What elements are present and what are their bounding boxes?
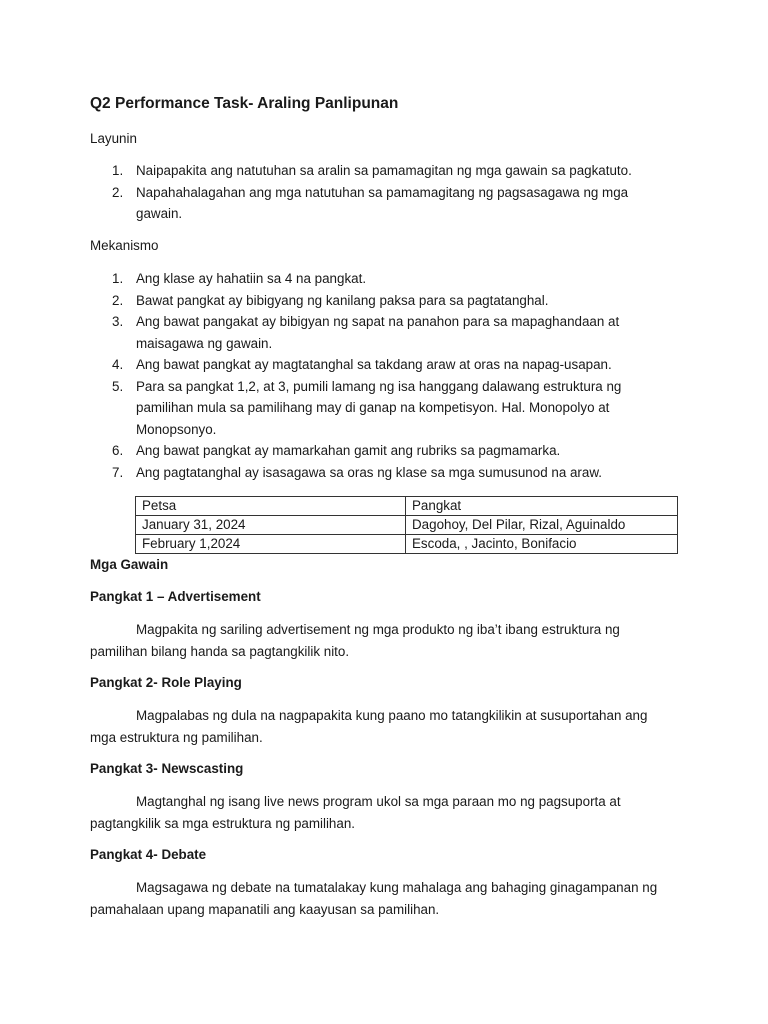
- pangkat-heading: Pangkat 1 – Advertisement: [90, 589, 261, 604]
- mekanismo-item: 2. Bawat pangkat ay bibigyang ng kanilang paksa para sa pagtatanghal.: [112, 292, 549, 308]
- table-cell: Dagohoy, Del Pilar, Rizal, Aguinaldo: [406, 516, 678, 535]
- mekanismo-label: Mekanismo: [90, 238, 159, 253]
- gawain-label: Mga Gawain: [90, 557, 169, 572]
- table-cell: Escoda, , Jacinto, Bonifacio: [406, 535, 678, 554]
- pangkat-description: Magpalabas ng dula na nagpapakita kung paano mo tatangkilikin at susuportahan ang mga estruktura ng pamilihan.: [90, 708, 648, 745]
- pangkat-description: Magsagawa ng debate na tumatalakay kung mahalaga ang bahaging ginagampanan ng pamahalaan upang mapanatili ang kaayusan sa pamilihan.: [90, 880, 658, 917]
- mekanismo-item: 7. Ang pagtatanghal ay isasagawa sa oras ng klase sa mga sumusunod na araw.: [112, 464, 602, 480]
- layunin-item: 2. Napahahalagahan ang mga natutuhan sa pamamagitang ng pagsasagawa ng mga gawain.: [112, 184, 629, 221]
- mekanismo-item: 1. Ang klase ay hahatiin sa 4 na pangkat.: [112, 271, 367, 286]
- pangkat-heading: Pangkat 3- Newscasting: [90, 761, 244, 776]
- pangkat-description: Magtanghal ng isang live news program ukol sa mga paraan mo ng pagsuporta at pagtangkilik sa mga estruktura ng pamilihan.: [90, 794, 621, 831]
- table-row: [136, 535, 678, 554]
- pangkat-description: Magpakita ng sariling advertisement ng mga produkto ng iba’t ibang estruktura ng pamilihan bilang handa sa pagtangkilik nito.: [90, 622, 620, 659]
- table-cell: January 31, 2024: [136, 516, 406, 535]
- layunin-list: [90, 160, 650, 225]
- layunin-label: Layunin: [90, 131, 137, 146]
- table-cell: February 1,2024: [136, 535, 406, 554]
- mekanismo-item: 4. Ang bawat pangkat ay magtatanghal sa takdang araw at oras na napag-usapan.: [112, 357, 612, 372]
- document-title: Q2 Performance Task- Araling Panlipunan: [90, 95, 399, 112]
- pangkat-heading: Pangkat 2- Role Playing: [90, 675, 242, 690]
- mekanismo-list: [90, 268, 650, 483]
- table-header-cell: Pangkat: [406, 497, 678, 516]
- layunin-item: 1. Naipapakita ang natutuhan sa aralin sa pamamagitan ng mga gawain sa pagkatuto.: [112, 163, 632, 178]
- mekanismo-item: 3. Ang bawat pangakat ay bibigyan ng sapat na panahon para sa mapaghandaan at maisagawa ng gawain.: [112, 314, 620, 351]
- table-header-row: [136, 497, 678, 516]
- table-header-cell: Petsa: [136, 497, 406, 516]
- table-row: [136, 516, 678, 535]
- pangkat-heading: Pangkat 4- Debate: [90, 847, 207, 862]
- mekanismo-item: 6. Ang bawat pangkat ay mamarkahan gamit ang rubriks sa pagmamarka.: [112, 443, 561, 458]
- schedule-table: [135, 496, 678, 554]
- mekanismo-item: 5. Para sa pangkat 1,2, at 3, pumili lamang ng isa hanggang dalawang estruktura ng pamilihan mula sa pamilihang may di ganap na kompetisyon. Hal. Monopolyo at Monopsonyo.: [112, 378, 622, 437]
